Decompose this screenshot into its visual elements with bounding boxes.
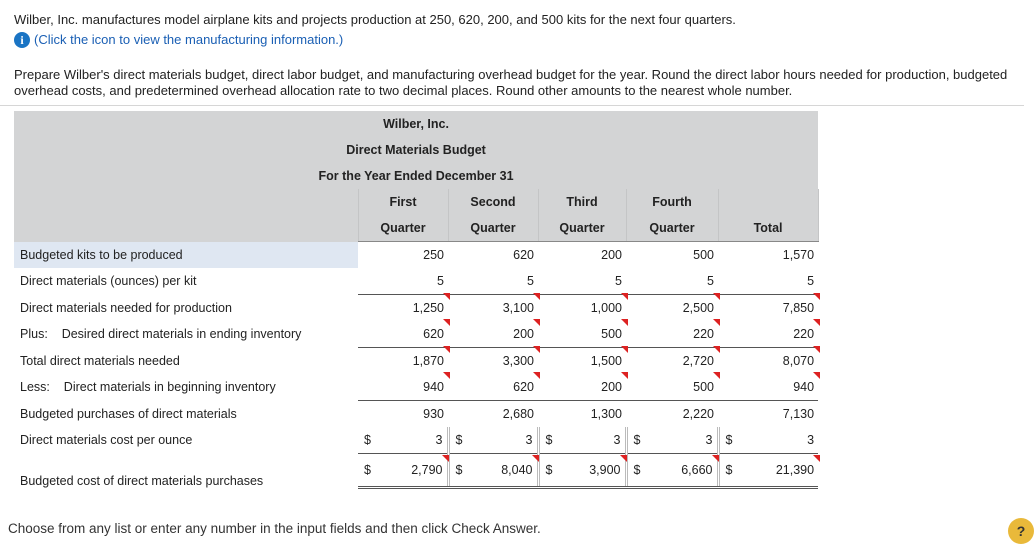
table-row (14, 374, 818, 401)
table-row (14, 295, 818, 322)
ending-q1-input[interactable]: 620 (423, 327, 448, 341)
ending-q4-input[interactable]: 220 (693, 327, 718, 341)
table-row (14, 321, 818, 348)
table-row (14, 242, 818, 269)
kits-q4: 500 (693, 248, 714, 262)
row-label-ending-inventory: Desired direct materials in ending inventory (61, 327, 302, 342)
budget-title: Direct Materials Budget (14, 137, 818, 163)
total-needed-total-input[interactable]: 8,070 (783, 354, 818, 368)
needed-q2-input[interactable]: 3,100 (503, 301, 538, 315)
total-needed-q1-input[interactable]: 1,870 (413, 354, 448, 368)
divider (0, 105, 1024, 106)
currency-symbol: $ (358, 427, 378, 454)
column-header-total: Total (718, 215, 818, 242)
currency-symbol: $ (626, 427, 646, 454)
currency-symbol: $ (538, 454, 558, 488)
purchases-q1[interactable]: 930 (423, 407, 444, 421)
row-label-beginning-inventory: Direct materials in beginning inventory (63, 380, 276, 395)
row-prefix-plus: Plus: (20, 327, 48, 342)
purchases-q2[interactable]: 2,680 (502, 407, 534, 421)
direct-materials-budget-table (14, 111, 819, 489)
company-name: Wilber, Inc. (14, 111, 818, 137)
currency-symbol: $ (626, 454, 646, 488)
column-header-total-top (718, 189, 818, 215)
ounces-q3[interactable]: 5 (615, 274, 622, 288)
total-needed-q3-input[interactable]: 1,500 (591, 354, 626, 368)
ending-total-input[interactable]: 220 (793, 327, 818, 341)
currency-symbol: $ (718, 427, 738, 454)
column-header-q4: Quarter (626, 215, 718, 242)
total-cost-q1-input[interactable]: 2,790 (411, 463, 446, 477)
problem-intro (14, 11, 1014, 49)
column-header-q4-top: Fourth (626, 189, 718, 215)
currency-symbol: $ (538, 427, 558, 454)
needed-q4-input[interactable]: 2,500 (683, 301, 718, 315)
table-row (14, 401, 818, 428)
kits-q2: 620 (513, 248, 534, 262)
total-cost-total-input[interactable]: 21,390 (776, 463, 818, 477)
ounces-q1[interactable]: 5 (437, 274, 444, 288)
ending-q2-input[interactable]: 200 (513, 327, 538, 341)
info-icon[interactable]: i (14, 32, 30, 48)
column-header-q2: Quarter (448, 215, 538, 242)
needed-q1-input[interactable]: 1,250 (413, 301, 448, 315)
beginning-q4-input[interactable]: 500 (693, 380, 718, 394)
currency-symbol: $ (358, 454, 378, 488)
currency-symbol: $ (448, 454, 468, 488)
purchases-total[interactable]: 7,130 (782, 407, 815, 421)
cost-per-ounce-q1[interactable]: 3 (435, 433, 443, 447)
table-row (14, 268, 818, 295)
row-prefix-less: Less: (20, 380, 50, 395)
table-row (14, 454, 818, 488)
beginning-q2-input[interactable]: 620 (513, 380, 538, 394)
kits-q1: 250 (423, 248, 444, 262)
total-cost-q3-input[interactable]: 3,900 (589, 463, 624, 477)
column-header-q3-top: Third (538, 189, 626, 215)
row-label-kits: Budgeted kits to be produced (14, 242, 358, 269)
ounces-q2[interactable]: 5 (527, 274, 534, 288)
instructions: Prepare Wilber's direct materials budget, direct labor budget, and manufacturing overhead budget for the year. Round the direct labor hours needed for production, budgeted overhead costs, and predetermined overhead allocation rate to two decimal places. Round other amounts to the nearest whole number. (14, 67, 1008, 98)
cost-per-ounce-total[interactable]: 3 (807, 433, 815, 447)
table-row (14, 427, 818, 454)
purchases-q3[interactable]: 1,300 (590, 407, 622, 421)
total-cost-q4-input[interactable]: 6,660 (681, 463, 716, 477)
purchases-q4[interactable]: 2,220 (682, 407, 714, 421)
total-cost-q2-input[interactable]: 8,040 (501, 463, 536, 477)
beginning-total-input[interactable]: 940 (793, 380, 818, 394)
help-button[interactable]: ? (1008, 518, 1034, 544)
row-label-needed: Direct materials needed for production (20, 300, 232, 315)
row-label-ounces-per-kit: Direct materials (ounces) per kit (20, 274, 197, 289)
budget-period: For the Year Ended December 31 (14, 163, 818, 189)
kits-q3: 200 (601, 248, 622, 262)
currency-symbol: $ (448, 427, 468, 454)
beginning-q1-input[interactable]: 940 (423, 380, 448, 394)
row-label-total-needed: Total direct materials needed (20, 353, 180, 368)
cost-per-ounce-q4[interactable]: 3 (705, 433, 713, 447)
ounces-q4[interactable]: 5 (707, 274, 714, 288)
cost-per-ounce-q3[interactable]: 3 (613, 433, 621, 447)
column-header-q2-top: Second (448, 189, 538, 215)
total-needed-q4-input[interactable]: 2,720 (683, 354, 718, 368)
info-link[interactable]: (Click the icon to view the manufacturing information.) (34, 32, 344, 47)
cost-per-ounce-q2[interactable]: 3 (525, 433, 533, 447)
ending-q3-input[interactable]: 500 (601, 327, 626, 341)
kits-total: 1,570 (782, 248, 815, 262)
currency-symbol: $ (718, 454, 738, 488)
table-row (14, 348, 818, 375)
footer-instructions: Choose from any list or enter any number in the input fields and then click Check Answer. (8, 521, 541, 536)
total-needed-q2-input[interactable]: 3,300 (503, 354, 538, 368)
needed-q3-input[interactable]: 1,000 (591, 301, 626, 315)
problem-text: Wilber, Inc. manufactures model airplane kits and projects production at 250, 620, 200, and 500 kits for the next four quarters. (14, 12, 736, 27)
column-header-q1: Quarter (358, 215, 448, 242)
row-label-cost-per-ounce: Direct materials cost per ounce (20, 433, 193, 448)
beginning-q3-input[interactable]: 200 (601, 380, 626, 394)
needed-total-input[interactable]: 7,850 (783, 301, 818, 315)
row-label-total-cost: Budgeted cost of direct materials purchases (20, 473, 264, 488)
row-label-purchases: Budgeted purchases of direct materials (20, 406, 237, 421)
ounces-total[interactable]: 5 (807, 274, 815, 288)
column-header-q1-top: First (358, 189, 448, 215)
column-header-q3: Quarter (538, 215, 626, 242)
